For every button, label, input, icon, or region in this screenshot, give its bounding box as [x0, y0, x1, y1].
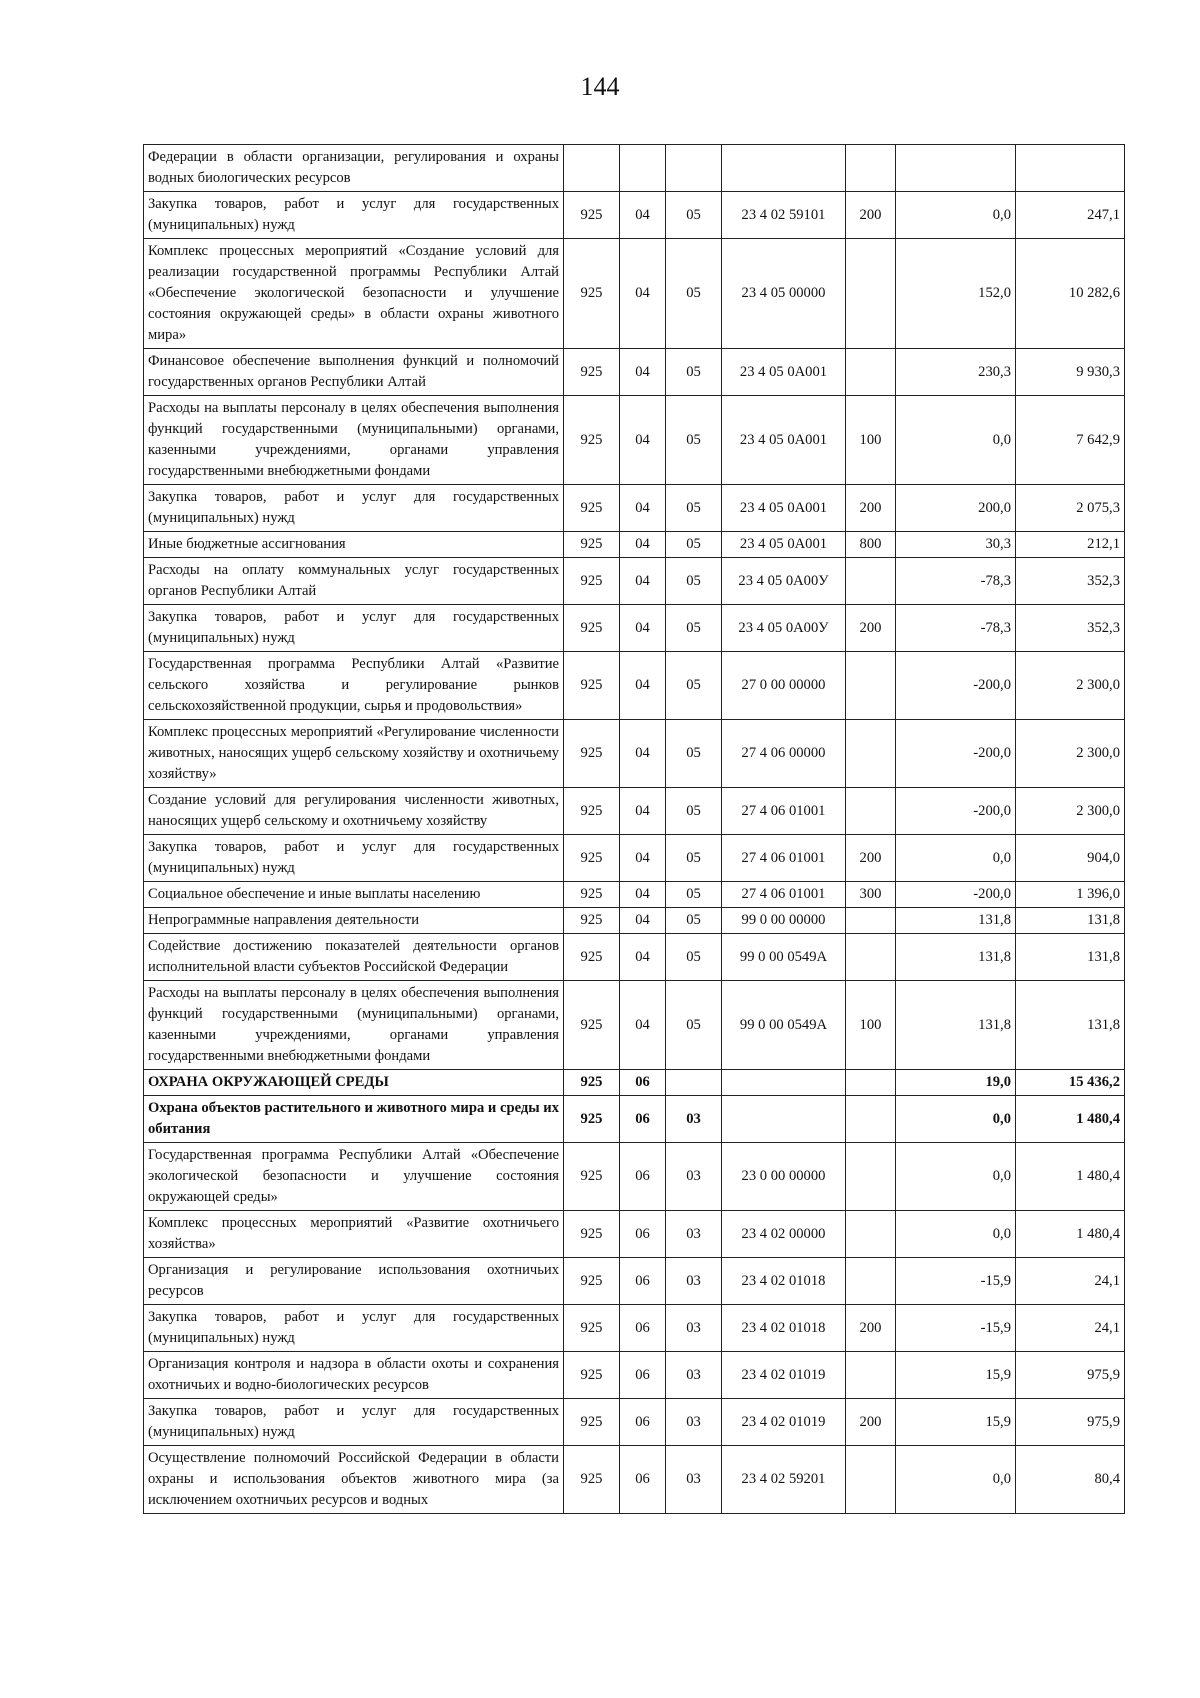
table-row	[144, 558, 1125, 605]
cell-subsection: 05	[666, 485, 722, 532]
cell-amount-change: 230,3	[896, 349, 1016, 396]
table-row	[144, 1352, 1125, 1399]
cell-amount-total: 2 300,0	[1016, 720, 1125, 788]
cell-amount-change: 0,0	[896, 1211, 1016, 1258]
cell-expense-type	[846, 239, 896, 349]
cell-target-article: 99 0 00 0549А	[722, 934, 846, 981]
cell-section: 04	[620, 192, 666, 239]
cell-grbs: 925	[564, 788, 620, 835]
cell-amount-change: 0,0	[896, 1096, 1016, 1143]
cell-section: 04	[620, 652, 666, 720]
cell-name: Закупка товаров, работ и услуг для государственных (муниципальных) нужд	[144, 485, 564, 532]
cell-grbs: 925	[564, 1399, 620, 1446]
cell-name: Закупка товаров, работ и услуг для государственных (муниципальных) нужд	[144, 192, 564, 239]
cell-target-article: 23 4 02 59101	[722, 192, 846, 239]
cell-name: Непрограммные направления деятельности	[144, 908, 564, 934]
cell-amount-total: 7 642,9	[1016, 396, 1125, 485]
cell-expense-type: 200	[846, 485, 896, 532]
cell-section: 04	[620, 882, 666, 908]
cell-expense-type: 100	[846, 981, 896, 1070]
cell-amount-total: 24,1	[1016, 1258, 1125, 1305]
cell-section: 04	[620, 532, 666, 558]
table-row	[144, 835, 1125, 882]
cell-amount-change: -200,0	[896, 720, 1016, 788]
cell-amount-change: 131,8	[896, 908, 1016, 934]
cell-grbs: 925	[564, 720, 620, 788]
cell-section: 06	[620, 1352, 666, 1399]
cell-grbs: 925	[564, 1258, 620, 1305]
table-row	[144, 1305, 1125, 1352]
cell-section	[620, 145, 666, 192]
cell-grbs: 925	[564, 1070, 620, 1096]
cell-grbs: 925	[564, 1305, 620, 1352]
cell-expense-type: 200	[846, 192, 896, 239]
cell-subsection: 05	[666, 882, 722, 908]
cell-name: Закупка товаров, работ и услуг для государственных (муниципальных) нужд	[144, 835, 564, 882]
cell-expense-type: 200	[846, 1399, 896, 1446]
cell-section: 06	[620, 1070, 666, 1096]
table-row	[144, 882, 1125, 908]
table-row	[144, 1258, 1125, 1305]
cell-target-article: 23 4 02 01019	[722, 1352, 846, 1399]
cell-target-article	[722, 1070, 846, 1096]
cell-section: 04	[620, 981, 666, 1070]
cell-amount-total: 80,4	[1016, 1446, 1125, 1514]
cell-section: 06	[620, 1143, 666, 1211]
cell-amount-total: 15 436,2	[1016, 1070, 1125, 1096]
cell-name: Финансовое обеспечение выполнения функций и полномочий государственных органов Республики Алтай	[144, 349, 564, 396]
cell-name: Закупка товаров, работ и услуг для государственных (муниципальных) нужд	[144, 1305, 564, 1352]
cell-amount-change: 200,0	[896, 485, 1016, 532]
cell-amount-total: 1 480,4	[1016, 1096, 1125, 1143]
table-row	[144, 1143, 1125, 1211]
cell-name: Государственная программа Республики Алтай «Развитие сельского хозяйства и регулирование рынков сельскохозяйственной продукции, сырья и продовольствия»	[144, 652, 564, 720]
cell-amount-change: 15,9	[896, 1352, 1016, 1399]
cell-grbs: 925	[564, 485, 620, 532]
table-row	[144, 532, 1125, 558]
cell-target-article: 23 4 05 00000	[722, 239, 846, 349]
cell-expense-type	[846, 908, 896, 934]
cell-amount-change: 30,3	[896, 532, 1016, 558]
cell-section: 04	[620, 239, 666, 349]
cell-section: 04	[620, 485, 666, 532]
cell-subsection: 05	[666, 788, 722, 835]
cell-subsection: 03	[666, 1352, 722, 1399]
cell-subsection: 05	[666, 396, 722, 485]
cell-target-article: 23 4 02 01019	[722, 1399, 846, 1446]
cell-amount-change: 131,8	[896, 934, 1016, 981]
cell-name: Социальное обеспечение и иные выплаты населению	[144, 882, 564, 908]
cell-expense-type: 200	[846, 835, 896, 882]
cell-grbs: 925	[564, 558, 620, 605]
cell-subsection: 03	[666, 1096, 722, 1143]
cell-name: Комплекс процессных мероприятий «Создание условий для реализации государственной программы Республики Алтай «Обеспечение экологической безопасности и улучшение состояния окружающей среды» в области охраны животного мира»	[144, 239, 564, 349]
cell-amount-change: -15,9	[896, 1258, 1016, 1305]
budget-table	[143, 144, 1125, 1514]
cell-section: 04	[620, 396, 666, 485]
cell-amount-change: -200,0	[896, 652, 1016, 720]
cell-section: 06	[620, 1211, 666, 1258]
cell-amount-total: 131,8	[1016, 981, 1125, 1070]
cell-target-article: 23 4 02 01018	[722, 1305, 846, 1352]
cell-name: Расходы на выплаты персоналу в целях обеспечения выполнения функций государственными (муниципальными) органами, казенными учреждениями, органами управления государственными внебюджетными фондами	[144, 981, 564, 1070]
cell-name: Создание условий для регулирования численности животных, наносящих ущерб сельскому и охотничьему хозяйству	[144, 788, 564, 835]
cell-amount-total: 1 396,0	[1016, 882, 1125, 908]
cell-amount-change: 131,8	[896, 981, 1016, 1070]
cell-amount-total: 131,8	[1016, 908, 1125, 934]
cell-grbs: 925	[564, 981, 620, 1070]
cell-amount-change: -200,0	[896, 788, 1016, 835]
cell-target-article: 23 4 05 0А001	[722, 396, 846, 485]
cell-expense-type: 200	[846, 605, 896, 652]
cell-target-article: 99 0 00 00000	[722, 908, 846, 934]
cell-expense-type: 800	[846, 532, 896, 558]
cell-name: Закупка товаров, работ и услуг для государственных (муниципальных) нужд	[144, 605, 564, 652]
cell-amount-change	[896, 145, 1016, 192]
table-row	[144, 1211, 1125, 1258]
cell-amount-total: 975,9	[1016, 1352, 1125, 1399]
cell-expense-type	[846, 1258, 896, 1305]
cell-grbs: 925	[564, 532, 620, 558]
cell-section: 06	[620, 1399, 666, 1446]
cell-subsection: 03	[666, 1258, 722, 1305]
cell-subsection: 03	[666, 1143, 722, 1211]
cell-grbs: 925	[564, 934, 620, 981]
cell-subsection: 05	[666, 349, 722, 396]
cell-target-article: 23 4 05 0А00У	[722, 558, 846, 605]
table-row	[144, 349, 1125, 396]
cell-name: ОХРАНА ОКРУЖАЮЩЕЙ СРЕДЫ	[144, 1070, 564, 1096]
cell-amount-total: 212,1	[1016, 532, 1125, 558]
table-row	[144, 908, 1125, 934]
cell-amount-change: -78,3	[896, 558, 1016, 605]
cell-grbs: 925	[564, 396, 620, 485]
cell-subsection: 05	[666, 558, 722, 605]
cell-target-article	[722, 145, 846, 192]
cell-amount-total: 2 300,0	[1016, 652, 1125, 720]
cell-section: 04	[620, 349, 666, 396]
cell-expense-type	[846, 145, 896, 192]
cell-amount-total: 9 930,3	[1016, 349, 1125, 396]
cell-subsection: 05	[666, 532, 722, 558]
page-number: 144	[580, 72, 620, 101]
cell-grbs: 925	[564, 239, 620, 349]
cell-section: 06	[620, 1258, 666, 1305]
cell-grbs: 925	[564, 835, 620, 882]
cell-subsection: 05	[666, 934, 722, 981]
cell-amount-total: 2 075,3	[1016, 485, 1125, 532]
table-row	[144, 934, 1125, 981]
cell-expense-type	[846, 1070, 896, 1096]
cell-name: Осуществление полномочий Российской Федерации в области охраны и использования объектов животного мира (за исключением охотничьих ресурсов и водных	[144, 1446, 564, 1514]
cell-subsection: 05	[666, 652, 722, 720]
cell-name: Расходы на выплаты персоналу в целях обеспечения выполнения функций государственными (муниципальными) органами, казенными учреждениями, органами управления государственными внебюджетными фондами	[144, 396, 564, 485]
cell-expense-type	[846, 1446, 896, 1514]
table-row	[144, 145, 1125, 192]
cell-subsection: 05	[666, 192, 722, 239]
cell-target-article: 23 4 02 00000	[722, 1211, 846, 1258]
cell-target-article: 23 4 02 59201	[722, 1446, 846, 1514]
cell-expense-type	[846, 720, 896, 788]
cell-name: Закупка товаров, работ и услуг для государственных (муниципальных) нужд	[144, 1399, 564, 1446]
cell-section: 04	[620, 835, 666, 882]
cell-grbs: 925	[564, 908, 620, 934]
cell-name: Организация контроля и надзора в области охоты и сохранения охотничьих и водно-биологических ресурсов	[144, 1352, 564, 1399]
cell-target-article: 27 4 06 00000	[722, 720, 846, 788]
cell-section: 04	[620, 558, 666, 605]
table-row	[144, 605, 1125, 652]
cell-section: 04	[620, 908, 666, 934]
cell-subsection: 05	[666, 720, 722, 788]
table-row	[144, 720, 1125, 788]
table-row	[144, 1070, 1125, 1096]
cell-amount-change: -200,0	[896, 882, 1016, 908]
cell-grbs: 925	[564, 1352, 620, 1399]
cell-amount-change: -15,9	[896, 1305, 1016, 1352]
table-row	[144, 239, 1125, 349]
cell-target-article: 23 4 05 0А001	[722, 532, 846, 558]
cell-target-article: 23 4 05 0А001	[722, 349, 846, 396]
cell-section: 04	[620, 605, 666, 652]
cell-subsection: 05	[666, 981, 722, 1070]
table-row	[144, 1446, 1125, 1514]
cell-amount-change: 15,9	[896, 1399, 1016, 1446]
cell-expense-type: 200	[846, 1305, 896, 1352]
cell-grbs: 925	[564, 1096, 620, 1143]
cell-subsection: 05	[666, 605, 722, 652]
cell-expense-type: 300	[846, 882, 896, 908]
cell-subsection: 03	[666, 1211, 722, 1258]
cell-subsection: 05	[666, 239, 722, 349]
cell-amount-total: 2 300,0	[1016, 788, 1125, 835]
table-row	[144, 652, 1125, 720]
table-row	[144, 396, 1125, 485]
cell-amount-total: 1 480,4	[1016, 1143, 1125, 1211]
cell-section: 04	[620, 788, 666, 835]
cell-section: 06	[620, 1305, 666, 1352]
cell-target-article: 23 4 05 0А00У	[722, 605, 846, 652]
cell-expense-type	[846, 652, 896, 720]
cell-subsection	[666, 1070, 722, 1096]
cell-amount-change: 0,0	[896, 835, 1016, 882]
cell-amount-change: 0,0	[896, 1446, 1016, 1514]
cell-grbs: 925	[564, 349, 620, 396]
cell-amount-total: 24,1	[1016, 1305, 1125, 1352]
cell-expense-type: 100	[846, 396, 896, 485]
cell-amount-total: 131,8	[1016, 934, 1125, 981]
cell-grbs: 925	[564, 1446, 620, 1514]
cell-amount-total: 247,1	[1016, 192, 1125, 239]
cell-grbs: 925	[564, 652, 620, 720]
cell-name: Организация и регулирование использования охотничьих ресурсов	[144, 1258, 564, 1305]
cell-expense-type	[846, 558, 896, 605]
cell-name: Содействие достижению показателей деятельности органов исполнительной власти субъектов Российской Федерации	[144, 934, 564, 981]
cell-amount-total: 10 282,6	[1016, 239, 1125, 349]
cell-target-article: 27 4 06 01001	[722, 788, 846, 835]
cell-subsection: 03	[666, 1446, 722, 1514]
table-row	[144, 981, 1125, 1070]
cell-target-article: 23 4 05 0А001	[722, 485, 846, 532]
cell-name: Охрана объектов растительного и животного мира и среды их обитания	[144, 1096, 564, 1143]
cell-expense-type	[846, 1143, 896, 1211]
cell-amount-total	[1016, 145, 1125, 192]
cell-expense-type	[846, 1211, 896, 1258]
cell-section: 06	[620, 1096, 666, 1143]
cell-name: Государственная программа Республики Алтай «Обеспечение экологической безопасности и улучшение состояния окружающей среды»	[144, 1143, 564, 1211]
cell-expense-type	[846, 349, 896, 396]
cell-amount-total: 975,9	[1016, 1399, 1125, 1446]
cell-expense-type	[846, 1096, 896, 1143]
cell-subsection: 03	[666, 1305, 722, 1352]
cell-section: 04	[620, 720, 666, 788]
cell-grbs: 925	[564, 192, 620, 239]
cell-amount-total: 904,0	[1016, 835, 1125, 882]
cell-section: 04	[620, 934, 666, 981]
cell-expense-type	[846, 934, 896, 981]
cell-target-article	[722, 1096, 846, 1143]
cell-amount-total: 352,3	[1016, 558, 1125, 605]
cell-amount-change: 152,0	[896, 239, 1016, 349]
cell-subsection	[666, 145, 722, 192]
cell-name: Федерации в области организации, регулирования и охраны водных биологических ресурсов	[144, 145, 564, 192]
cell-name: Комплекс процессных мероприятий «Регулирование численности животных, наносящих ущерб сельскому хозяйству и охотничьему хозяйству»	[144, 720, 564, 788]
cell-expense-type	[846, 1352, 896, 1399]
cell-target-article: 27 4 06 01001	[722, 835, 846, 882]
cell-amount-total: 352,3	[1016, 605, 1125, 652]
cell-amount-total: 1 480,4	[1016, 1211, 1125, 1258]
cell-grbs: 925	[564, 1211, 620, 1258]
cell-amount-change: 0,0	[896, 192, 1016, 239]
table-body	[144, 145, 1125, 1514]
cell-subsection: 05	[666, 908, 722, 934]
cell-target-article: 27 0 00 00000	[722, 652, 846, 720]
table-row	[144, 485, 1125, 532]
cell-name: Комплекс процессных мероприятий «Развитие охотничьего хозяйства»	[144, 1211, 564, 1258]
table-row	[144, 1096, 1125, 1143]
cell-section: 06	[620, 1446, 666, 1514]
cell-target-article: 23 4 02 01018	[722, 1258, 846, 1305]
cell-subsection: 03	[666, 1399, 722, 1446]
cell-target-article: 27 4 06 01001	[722, 882, 846, 908]
cell-name: Иные бюджетные ассигнования	[144, 532, 564, 558]
cell-grbs: 925	[564, 605, 620, 652]
cell-expense-type	[846, 788, 896, 835]
cell-amount-change: 19,0	[896, 1070, 1016, 1096]
table-row	[144, 788, 1125, 835]
cell-grbs: 925	[564, 1143, 620, 1211]
cell-target-article: 99 0 00 0549А	[722, 981, 846, 1070]
cell-subsection: 05	[666, 835, 722, 882]
cell-grbs	[564, 145, 620, 192]
cell-grbs: 925	[564, 882, 620, 908]
cell-amount-change: 0,0	[896, 396, 1016, 485]
cell-amount-change: -78,3	[896, 605, 1016, 652]
cell-target-article: 23 0 00 00000	[722, 1143, 846, 1211]
cell-name: Расходы на оплату коммунальных услуг государственных органов Республики Алтай	[144, 558, 564, 605]
table-row	[144, 192, 1125, 239]
table-row	[144, 1399, 1125, 1446]
cell-amount-change: 0,0	[896, 1143, 1016, 1211]
